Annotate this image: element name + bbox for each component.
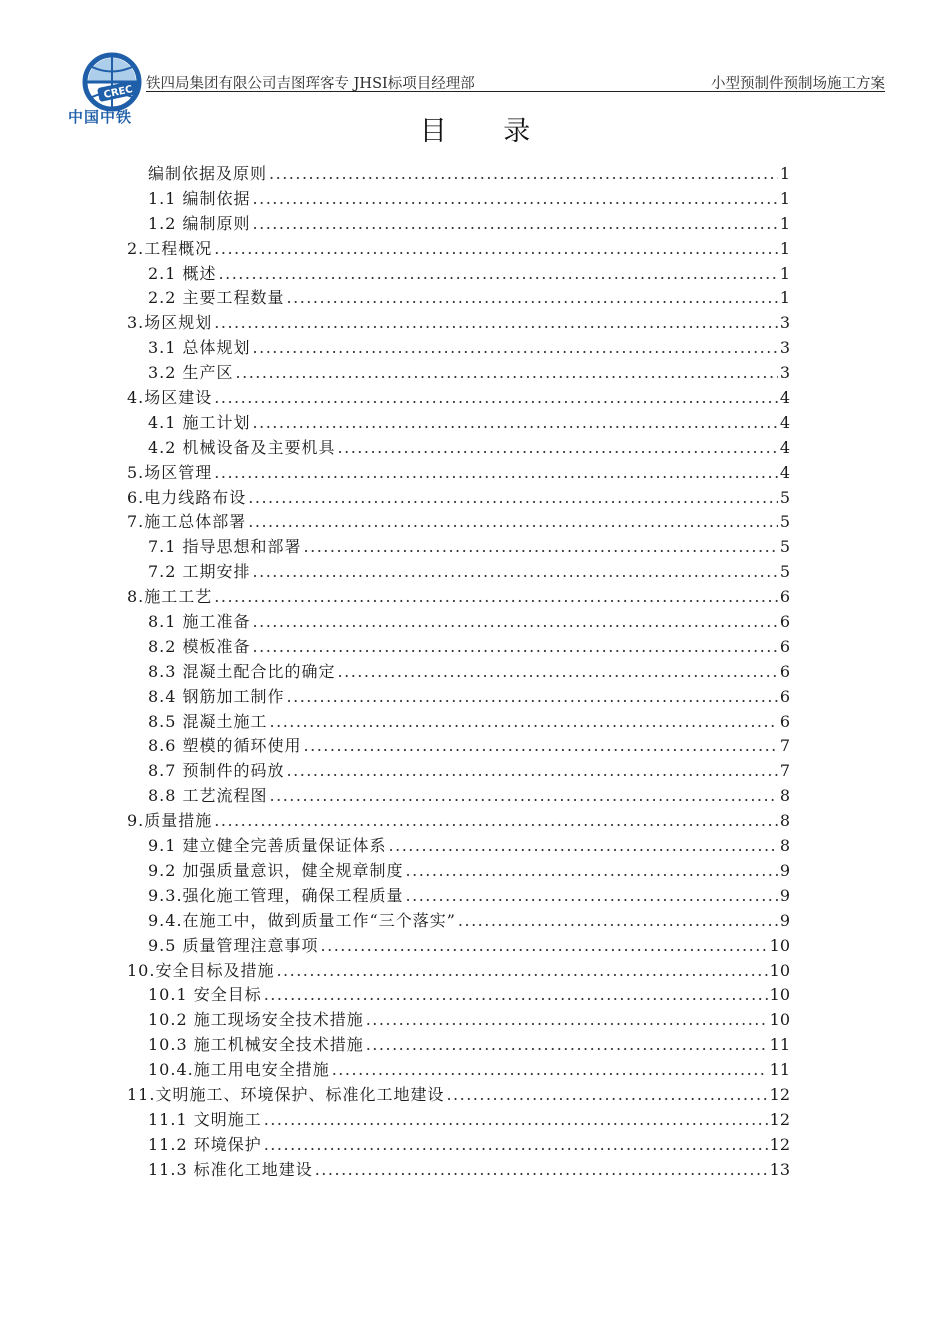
toc-entry-label: 编制依据及原则: [148, 164, 268, 183]
toc-dot-leader: [304, 537, 778, 556]
toc-entry-page-number: 6: [779, 661, 790, 681]
toc-entry-page-number: 5: [779, 487, 790, 507]
toc-dot-leader: [287, 687, 778, 706]
toc-entry[interactable]: [127, 609, 790, 634]
toc-dot-leader: [236, 363, 778, 382]
toc-entry-label: 4.2 机械设备及主要机具: [148, 437, 336, 457]
toc-entry-page-number: 10: [769, 985, 790, 1005]
toc-entry-label: 7.施工总体部署: [127, 512, 247, 532]
toc-entry-page-number: 4: [779, 388, 790, 408]
toc-entry-label: 2.2 主要工程数量: [148, 288, 285, 308]
toc-dot-leader: [366, 1035, 768, 1054]
toc-entry-page-number: 6: [779, 587, 790, 607]
toc-dot-leader: [389, 836, 778, 855]
toc-entry-label: 5.场区管理: [127, 462, 213, 482]
header-organization: 铁四局集团有限公司吉图珲客专 JHSⅠ标项目经理部: [146, 76, 475, 92]
toc-dot-leader: [276, 961, 767, 980]
toc-entry-label: 6.电力线路布设: [127, 487, 247, 507]
toc-dot-leader: [253, 562, 778, 581]
toc-entry-label: 2.1 概述: [148, 263, 217, 283]
toc-entry[interactable]: [127, 982, 790, 1007]
toc-entry[interactable]: [127, 858, 790, 883]
toc-entry[interactable]: [127, 435, 790, 460]
toc-entry[interactable]: [127, 285, 790, 310]
toc-entry-page-number: 7: [779, 761, 790, 781]
toc-entry-page-number: 10: [769, 960, 790, 980]
toc-entry-label: 3.场区规划: [127, 313, 213, 333]
toc-dot-leader: [338, 438, 778, 457]
toc-dot-leader: [253, 612, 778, 631]
toc-entry[interactable]: [127, 509, 790, 534]
toc-entry-label: 8.4 钢筋加工制作: [148, 686, 285, 706]
toc-dot-leader: [264, 985, 768, 1004]
toc-entry-label: 1.1 编制依据: [148, 188, 251, 208]
toc-entry[interactable]: [127, 236, 790, 261]
toc-entry[interactable]: [127, 758, 790, 783]
toc-dot-leader: [446, 1085, 767, 1104]
toc-entry[interactable]: [127, 261, 790, 286]
toc-dot-leader: [269, 164, 778, 183]
toc-dot-leader: [214, 811, 778, 830]
toc-dot-leader: [458, 911, 778, 930]
toc-entry-page-number: 1: [779, 288, 790, 308]
toc-entry-label: 1.2 编制原则: [148, 213, 251, 233]
toc-entry[interactable]: [127, 808, 790, 833]
toc-entry-page-number: 6: [779, 612, 790, 632]
toc-entry-page-number: 5: [779, 537, 790, 557]
toc-entry-page-number: 8: [779, 836, 790, 856]
toc-entry-page-number: 5: [779, 562, 790, 582]
toc-dot-leader: [332, 1060, 768, 1079]
toc-entry[interactable]: [127, 211, 790, 236]
toc-entry-label: 8.7 预制件的码放: [148, 761, 285, 781]
toc-entry-page-number: 10: [769, 1010, 790, 1030]
toc-entry-page-number: 9: [779, 910, 790, 930]
table-of-contents: [127, 161, 790, 1182]
toc-entry[interactable]: [127, 709, 790, 734]
toc-entry-page-number: 4: [779, 437, 790, 457]
toc-dot-leader: [219, 264, 778, 283]
toc-entry[interactable]: [127, 186, 790, 211]
page-title: 目 录: [419, 116, 555, 147]
toc-entry-label: 8.1 施工准备: [148, 612, 251, 632]
toc-entry-page-number: 7: [779, 736, 790, 756]
toc-entry[interactable]: [127, 783, 790, 808]
toc-entry-label: 4.场区建设: [127, 388, 213, 408]
toc-dot-leader: [270, 786, 778, 805]
toc-entry[interactable]: [127, 1132, 790, 1157]
toc-entry-page-number: 3: [779, 363, 790, 383]
toc-entry-page-number: 11: [769, 1060, 790, 1080]
toc-dot-leader: [253, 338, 778, 357]
header-divider: [146, 91, 885, 92]
toc-entry[interactable]: [127, 1007, 790, 1032]
toc-entry[interactable]: [127, 684, 790, 709]
toc-entry[interactable]: [127, 485, 790, 510]
toc-dot-leader: [315, 1160, 768, 1179]
toc-entry-label: 10.安全目标及措施: [127, 960, 275, 980]
toc-entry-page-number: 1: [779, 263, 790, 283]
toc-entry-label: 4.1 施工计划: [148, 412, 251, 432]
toc-entry-page-number: 10: [769, 935, 790, 955]
toc-entry-page-number: 6: [779, 711, 790, 731]
toc-entry[interactable]: [127, 1082, 790, 1107]
toc-entry[interactable]: [127, 584, 790, 609]
toc-entry-page-number: 1: [779, 238, 790, 258]
toc-entry-label: 10.3 施工机械安全技术措施: [148, 1035, 364, 1055]
toc-entry[interactable]: [127, 659, 790, 684]
toc-dot-leader: [304, 736, 778, 755]
toc-entry-page-number: 12: [769, 1134, 790, 1154]
toc-entry-page-number: 6: [779, 636, 790, 656]
toc-entry-label: 3.1 总体规划: [148, 338, 251, 358]
toc-dot-leader: [264, 1135, 768, 1154]
toc-entry[interactable]: [127, 559, 790, 584]
toc-entry-label: 11.文明施工、环境保护、标准化工地建设: [127, 1084, 445, 1104]
toc-entry-label: 10.4.施工用电安全措施: [148, 1060, 330, 1080]
toc-dot-leader: [214, 587, 778, 606]
toc-entry-page-number: 4: [779, 462, 790, 482]
toc-entry[interactable]: [127, 534, 790, 559]
toc-entry-label: 2.工程概况: [127, 238, 213, 258]
toc-entry[interactable]: [127, 360, 790, 385]
toc-dot-leader: [366, 1010, 768, 1029]
toc-entry-page-number: 3: [779, 313, 790, 333]
toc-dot-leader: [406, 861, 778, 880]
toc-entry-label: 8.6 塑模的循环使用: [148, 736, 302, 756]
toc-entry[interactable]: [127, 733, 790, 758]
toc-entry-page-number: 8: [779, 811, 790, 831]
toc-entry-label: 8.施工工艺: [127, 587, 213, 607]
toc-entry-page-number: 5: [779, 512, 790, 532]
toc-entry-label: 11.3 标准化工地建设: [148, 1159, 313, 1179]
toc-dot-leader: [264, 1110, 768, 1129]
toc-dot-leader: [214, 463, 778, 482]
toc-dot-leader: [338, 662, 778, 681]
toc-dot-leader: [248, 488, 778, 507]
toc-entry-page-number: 4: [779, 412, 790, 432]
toc-entry[interactable]: [127, 933, 790, 958]
toc-entry-page-number: 9: [779, 860, 790, 880]
toc-dot-leader: [253, 214, 778, 233]
toc-entry-label: 10.1 安全目标: [148, 985, 262, 1005]
toc-entry-page-number: 13: [769, 1159, 790, 1179]
toc-entry[interactable]: [127, 1032, 790, 1057]
toc-entry[interactable]: [127, 634, 790, 659]
toc-entry-label: 9.3.强化施工管理，确保工程质量: [148, 885, 404, 905]
toc-dot-leader: [321, 936, 768, 955]
toc-entry-label: 11.2 环境保护: [148, 1134, 262, 1154]
toc-entry-label: 9.4.在施工中，做到质量工作“三个落实”: [148, 910, 456, 930]
toc-entry[interactable]: [127, 1107, 790, 1132]
toc-entry[interactable]: [127, 883, 790, 908]
toc-entry-page-number: 12: [769, 1084, 790, 1104]
toc-entry-label: 9.质量措施: [127, 811, 213, 831]
toc-entry-label: 11.1 文明施工: [148, 1109, 262, 1129]
toc-entry-label: 10.2 施工现场安全技术措施: [148, 1010, 364, 1030]
toc-entry-label: 3.2 生产区: [148, 363, 234, 383]
toc-entry[interactable]: [127, 460, 790, 485]
toc-entry-page-number: 3: [779, 338, 790, 358]
toc-entry-label: 7.2 工期安排: [148, 562, 251, 582]
toc-entry-page-number: 1: [779, 188, 790, 208]
toc-entry-label: 8.5 混凝土施工: [148, 711, 268, 731]
toc-entry[interactable]: [127, 908, 790, 933]
toc-dot-leader: [253, 413, 778, 432]
toc-entry-page-number: 1: [779, 213, 790, 233]
toc-entry[interactable]: [127, 958, 790, 983]
toc-dot-leader: [287, 288, 778, 307]
toc-dot-leader: [253, 637, 778, 656]
toc-dot-leader: [253, 189, 778, 208]
toc-dot-leader: [406, 886, 778, 905]
toc-entry[interactable]: [127, 833, 790, 858]
logo-text: 中国中铁: [68, 108, 133, 126]
toc-entry[interactable]: [127, 310, 790, 335]
toc-dot-leader: [270, 712, 778, 731]
toc-dot-leader: [214, 239, 778, 258]
toc-entry-label: 8.3 混凝土配合比的确定: [148, 661, 336, 681]
toc-entry-page-number: 12: [769, 1109, 790, 1129]
toc-entry-label: 9.1 建立健全完善质量保证体系: [148, 836, 387, 856]
toc-dot-leader: [214, 313, 778, 332]
toc-entry-page-number: 9: [779, 885, 790, 905]
svg-text:CREC: CREC: [102, 84, 134, 101]
header-document-name: 小型预制件预制场施工方案: [711, 76, 885, 92]
toc-entry-page-number: 8: [779, 786, 790, 806]
toc-entry-label: 8.2 模板准备: [148, 636, 251, 656]
toc-entry[interactable]: [127, 1157, 790, 1182]
toc-entry[interactable]: [127, 385, 790, 410]
toc-entry-label: 9.2 加强质量意识，健全规章制度: [148, 860, 404, 880]
toc-entry-page-number: 6: [779, 686, 790, 706]
toc-entry[interactable]: [127, 410, 790, 435]
toc-entry[interactable]: [127, 161, 790, 186]
toc-entry[interactable]: [127, 335, 790, 360]
toc-dot-leader: [248, 512, 778, 531]
toc-entry-label: 7.1 指导思想和部署: [148, 537, 302, 557]
toc-entry-page-number: 11: [769, 1035, 790, 1055]
toc-dot-leader: [287, 761, 778, 780]
toc-entry-page-number: 1: [779, 164, 790, 183]
toc-entry[interactable]: [127, 1057, 790, 1082]
toc-dot-leader: [214, 388, 778, 407]
toc-entry-label: 8.8 工艺流程图: [148, 786, 268, 806]
toc-entry-label: 9.5 质量管理注意事项: [148, 935, 319, 955]
